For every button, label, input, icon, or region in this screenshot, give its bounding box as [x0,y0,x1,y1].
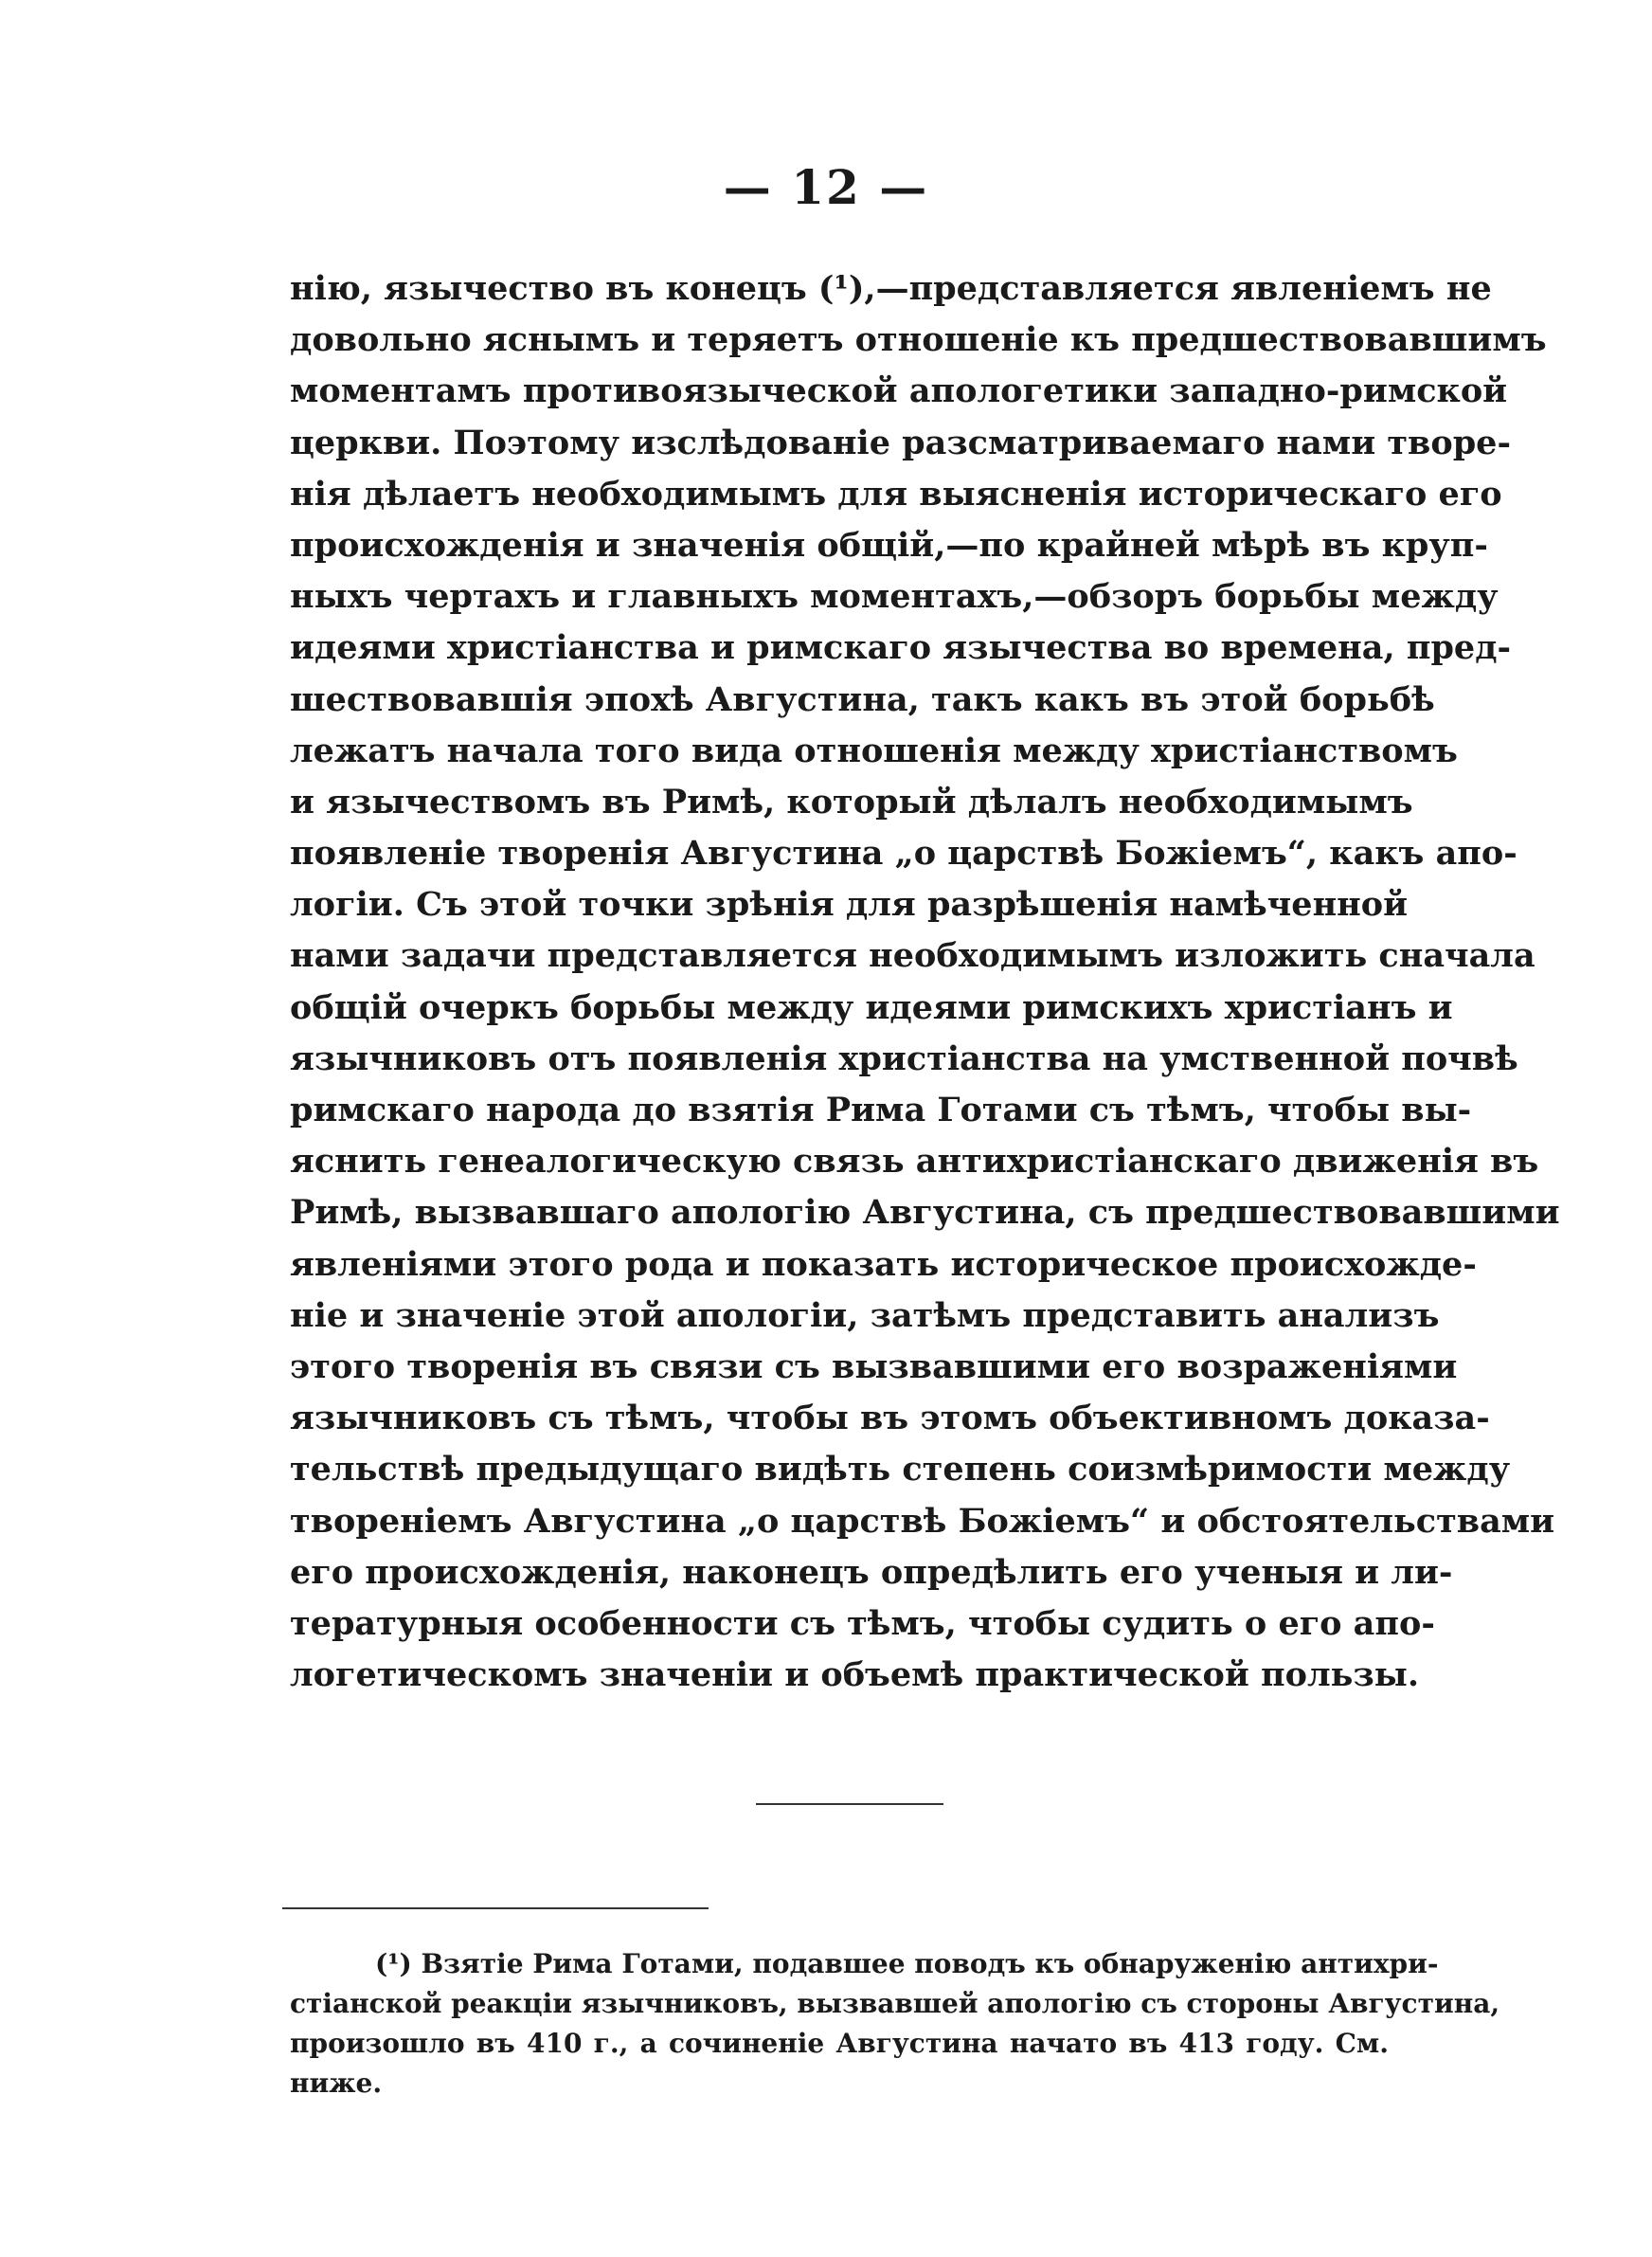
main-text [290,263,1560,1701]
text-line: римскаго народа до взятія Рима Готами съ тѣмъ, чтобы вы- [290,1091,1472,1129]
text-line: его происхожденія, наконецъ опредѣлить его ученыя и ли- [290,1552,1453,1592]
text-line: яснить генеалогическую связь антихристіанскаго движенія въ [290,1142,1539,1182]
text-line: церкви. Поэтому изслѣдованіе разсматриваемаго нами творе- [290,423,1511,462]
footnote-line: (¹) Взятіе Рима Готами, подавшее поводъ къ обнаруженію антихри- [375,1948,1439,1979]
text-line: язычниковъ съ тѣмъ, чтобы въ этомъ объективномъ доказа- [290,1399,1490,1438]
text-line: общій очеркъ борьбы между идеями римскихъ христіанъ и [290,987,1453,1027]
footnote [290,1944,1500,2104]
text-line: довольно яснымъ и теряетъ отношеніе къ предшествовавшимъ [290,320,1547,360]
text-line: лежатъ начала того вида отношенія между христіанствомъ [290,731,1458,770]
footnote-line: стіанской реакціи язычниковъ, вызвавшей апологію съ стороны Августина, [290,1988,1500,2019]
text-line: шествовавшія эпохѣ Августина, такъ какъ въ этой борьбѣ [290,679,1435,719]
text-line: логіи. Съ этой точки зрѣнія для разрѣшенія намѣченной [290,885,1409,925]
footnote-line: произошло въ 410 г., а сочиненіе Августина начато въ 413 году. См. [290,2028,1389,2059]
text-line: язычниковъ отъ появленія христіанства на умственной почвѣ [290,1038,1518,1078]
text-line: моментамъ противоязыческой апологетики западно-римской [290,371,1508,411]
text-line: нія дѣлаетъ необходимымъ для выясненія историческаго его [290,474,1502,514]
text-line: ныхъ чертахъ и главныхъ моментахъ,—обзоръ борьбы между [290,577,1499,617]
text-line: происхожденія и значенія общій,—по крайней мѣрѣ въ круп- [290,525,1488,565]
text-line: ніе и значеніе этой апологіи, затѣмъ представить анализъ [290,1295,1440,1335]
footnote-divider [282,1907,709,1909]
text-line: явленіями этого рода и показать историческое происхожде- [290,1244,1477,1284]
page-number: — 12 — [723,159,929,215]
text-line: Римѣ, вызвавшаго апологію Августина, съ предшествовавшими [290,1193,1560,1233]
text-line: тературныя особенности съ тѣмъ, чтобы судить о его апо- [290,1603,1435,1643]
text-line: нами задачи представляется необходимымъ изложить сначала [290,936,1535,976]
text-line: этого творенія въ связи съ вызвавшими его возраженіями [290,1346,1458,1386]
text-line: тельствѣ предыдущаго видѣть степень соизмѣримости между [290,1450,1511,1490]
text-line: твореніемъ Августина „о царствѣ Божіемъ“ и обстоятельствами [290,1501,1555,1541]
text-line: идеями христіанства и римскаго язычества во времена, пред- [290,628,1512,668]
footnote-line: ниже. [290,2067,383,2099]
section-divider [756,1803,943,1805]
text-line: и язычествомъ въ Римѣ, который дѣлалъ необходимымъ [290,782,1413,822]
text-line: появленіе творенія Августина „о царствѣ Божіемъ“, какъ апо- [290,834,1517,874]
text-line: логетическомъ значеніи и объемѣ практической пользы. [290,1655,1420,1695]
text-line: нію, язычество въ конецъ (¹),—представляется явленіемъ не [290,269,1492,308]
